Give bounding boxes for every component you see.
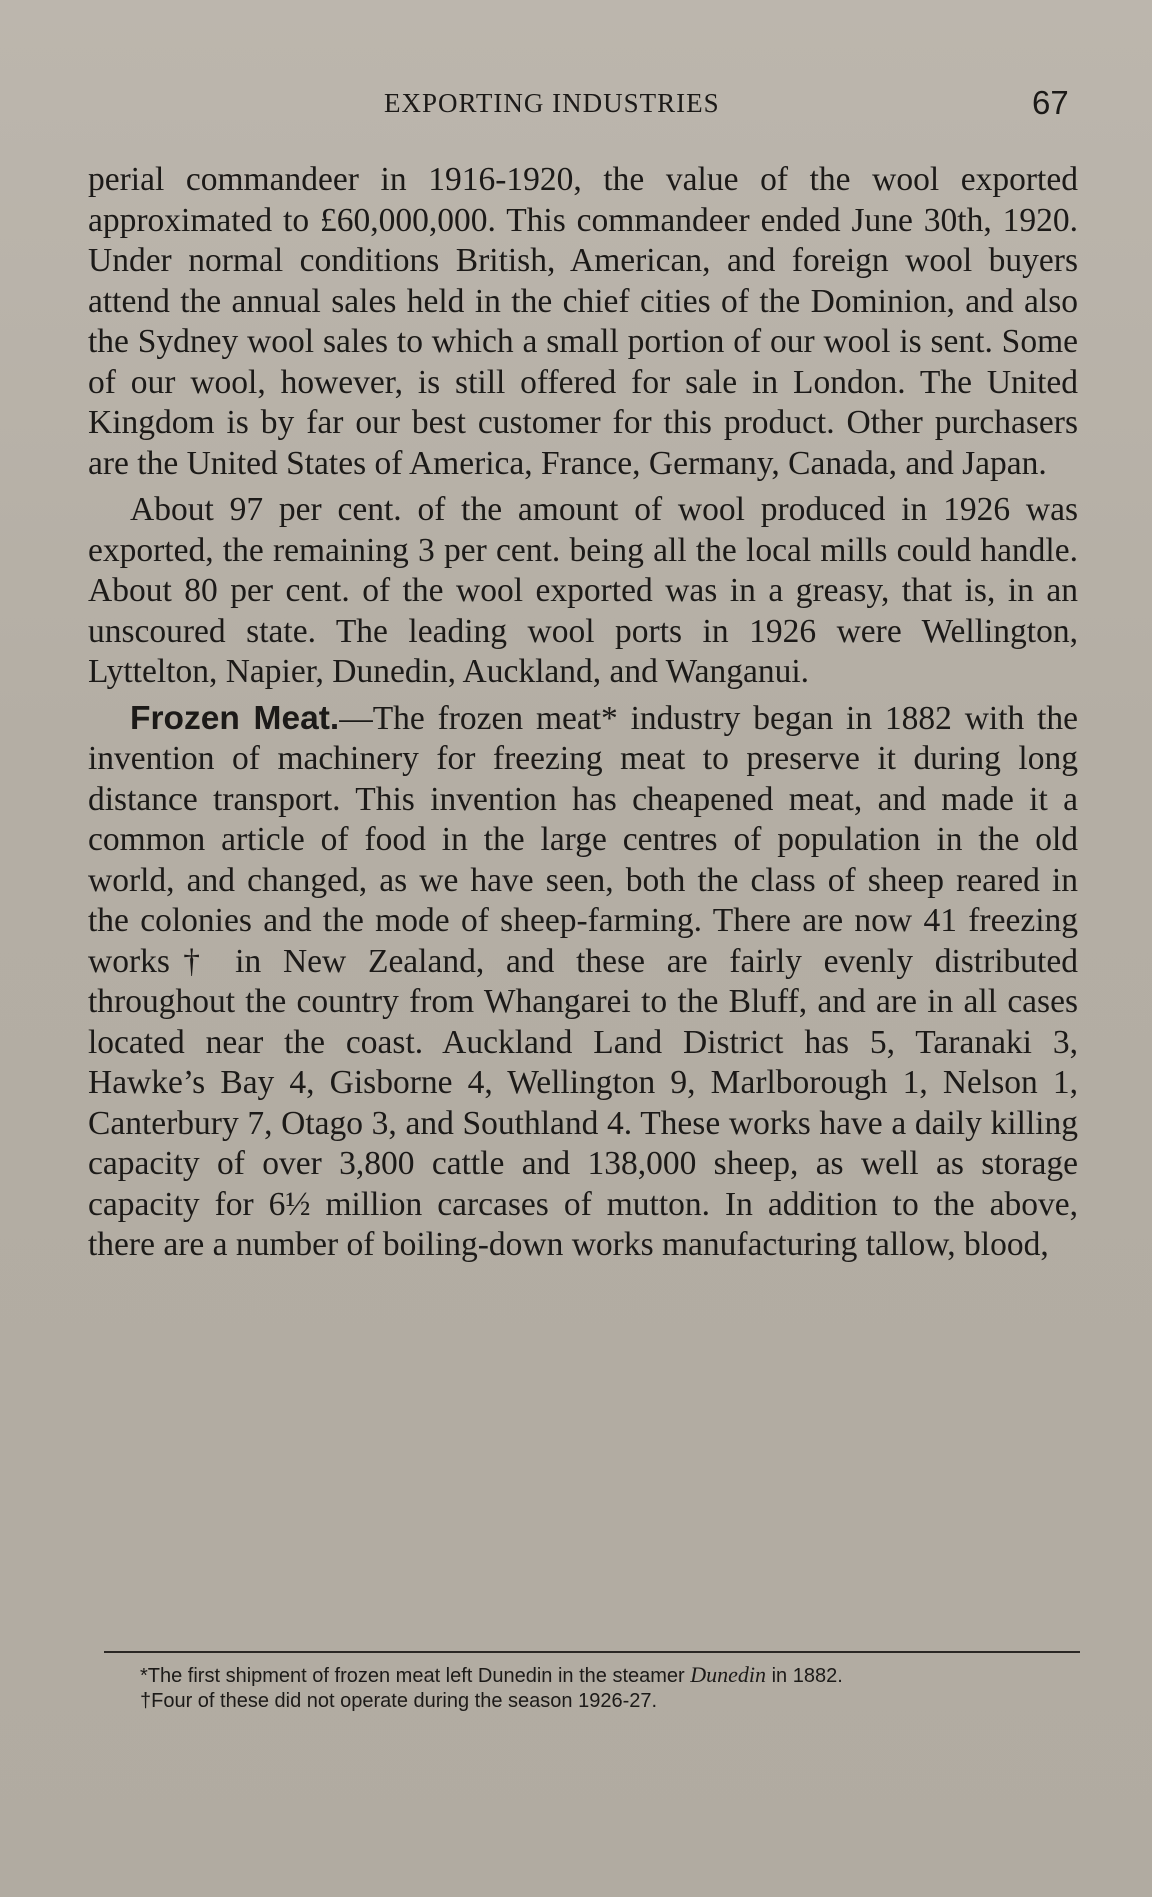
footnote-text: *The first shipment of frozen meat left Dunedin in the steamer	[140, 1665, 691, 1687]
footnote-ship-name: Dunedin	[690, 1662, 767, 1687]
footnote-text-end: in 1882.	[766, 1665, 843, 1687]
footnote-divider	[104, 1651, 1080, 1653]
running-title: EXPORTING INDUSTRIES	[384, 88, 720, 118]
page-number: 67	[1032, 84, 1069, 121]
paragraph-frozen-meat	[88, 699, 1078, 1266]
paragraph-wool-sales: perial commandeer in 1916-1920, the value of the wool exported approximated to £60,000,000. This commandeer ended June 30th, 1920. Under normal conditions British, American, and foreign wool buyers attend the annual sales held in the chief cities of the Dominion, and also the Sydney wool sales to which a small portion of our wool is sent. Some of our wool, however, is still offered for sale in London. The United Kingdom is by far our best customer for this product. Other purchasers are the United States of America, France, Germany, Canada, and Japan.	[88, 161, 1078, 482]
paragraph-frozen-meat-text: —The frozen meat* industry began in 1882 with the invention of machinery for freezing meat to preserve it during long distance transport. This invention has cheapened meat, and made it a common article of food in the large centres of population in the old world, and changed, as we have seen, both the class of sheep reared in the colonies and the mode of sheep-farming. There are now 41 freezing works† in New Zealand, and these are fairly evenly distributed throughout the country from Whangarei to the Bluff, and are in all cases located near the coast. Auckland Land District has 5, Taranaki 3, Hawke’s Bay 4, Gisborne 4, Wellington 9, Marlborough 1, Nelson 1, Canterbury 7, Otago 3, and Southland 4. These works have a daily killing capacity of over 3,800 cattle and 138,000 sheep, as well as storage capacity for 6½ million carcases of mutton. In addition to the above, there are a number of boiling-down works manufacturing tallow, blood,	[88, 699, 1078, 1263]
section-heading-frozen-meat: Frozen Meat.	[130, 699, 340, 737]
running-head	[0, 84, 1152, 124]
footnotes	[100, 1662, 1085, 1714]
footnote-freezing-works: †Four of these did not operate during the season 1926-27.	[140, 1690, 658, 1712]
body-text	[88, 160, 1078, 1266]
footnote-frozen-meat	[100, 1662, 1085, 1689]
paragraph-wool-exports: About 97 per cent. of the amount of wool produced in 1926 was exported, the remaining 3 per cent. being all the local mills could handle. About 80 per cent. of the wool exported was in a greasy, that is, in an unscoured state. The leading wool ports in 1926 were Wellington, Lyttelton, Napier, Dunedin, Auckland, and Wanganui.	[88, 491, 1078, 690]
